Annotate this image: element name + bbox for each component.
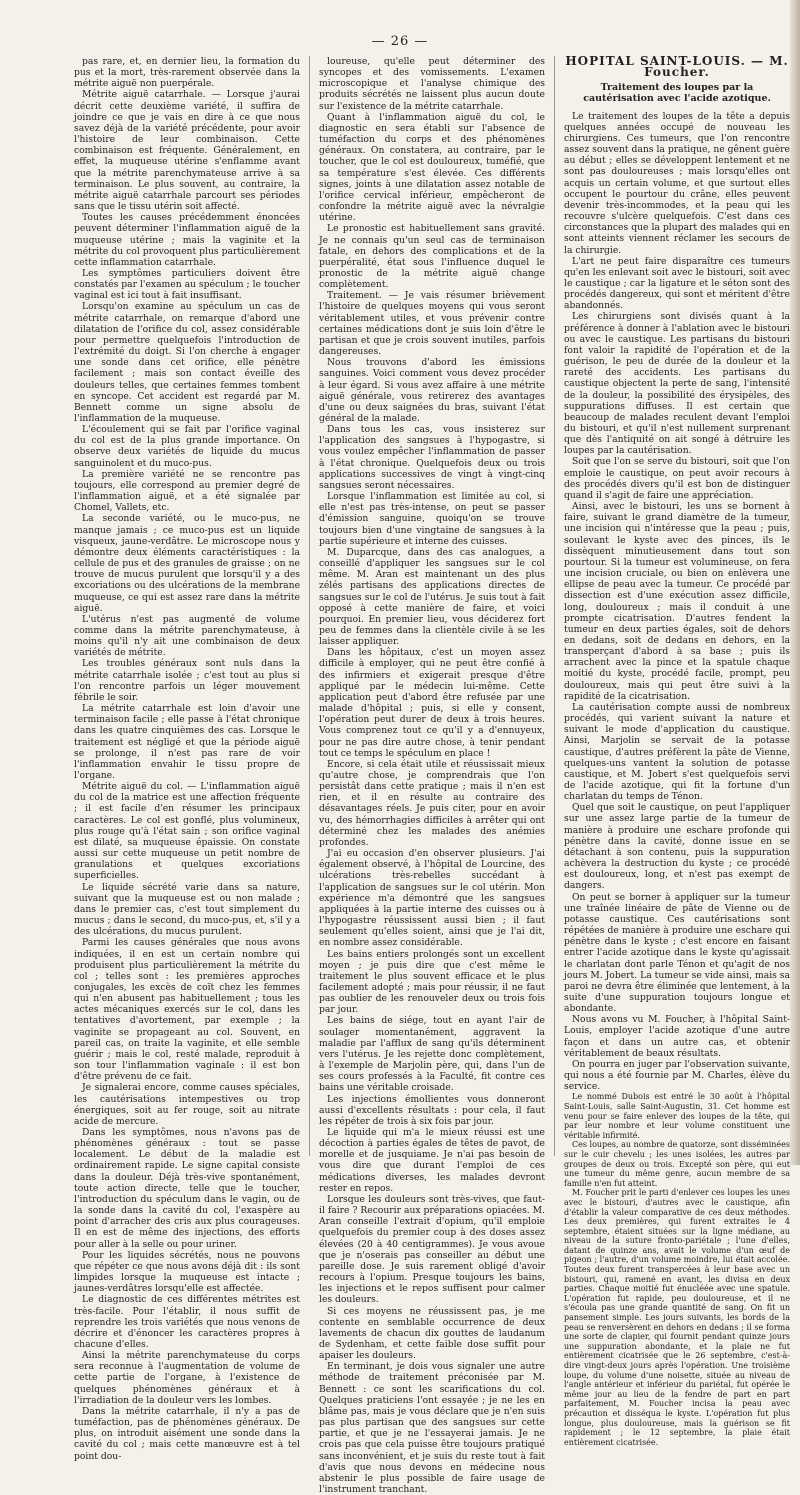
- observation-text: [564, 1092, 790, 1447]
- paragraph: Le pronostic est habituellement sans gravité. Je ne connais qu'un seul cas de terminaison fatale, en dehors des complications et de la puerpéralité, état sous l'influence duquel le pronostic de la métrite aiguë change complètement.: [319, 223, 545, 291]
- paragraph: En terminant, je dois vous signaler une autre méthode de traitement préconisée par M. Bennett : ce sont les scarifications du col. Quelques praticiens l'ont essayée ; je ne les en blâme pas, mais je vous déclare que je n'en suis pas plus partisan que des sangsues sur cette partie, et que je ne l'essayerai jamais. Je ne crois pas que cela puisse être toujours pratiqué sans inconvénient, et je suis du reste tout à fait d'avis que nous devons en médecine nous abstenir le plus possible de faire usage de l'instrument tranchant.: [319, 1361, 545, 1495]
- paragraph: La seconde variété, ou le muco-pus, ne manque jamais ; ce muco-pus est un liquide visqueux, jaune-verdâtre. Le microscope nous y démontre deux éléments caractéristiques : la cellule de pus et des granules de graisse ; on ne trouve de mucus purulent que lorsqu'il y a des excoriations ou des ulcérations de la membrane muqueuse, ce qui est assez rare dans la métrite aiguë.: [74, 513, 300, 614]
- paragraph: Le liquide qui m'a le mieux réussi est une décoction à parties égales de têtes de pavot, de morelle et de jusquiame. Je n'ai pas besoin de vous dire que durant l'emploi de ces médications diverses, les malades devront rester en repos.: [319, 1127, 545, 1194]
- page-edge-shadow: [790, 0, 800, 1165]
- column-1: [74, 56, 300, 1462]
- paragraph: loureuse, qu'elle peut déterminer des syncopes et des vomissements. L'examen microscopique et l'analyse chimique des produits sécrétés ne laissent plus aucun doute sur l'existence de la métrite catarrhale.: [319, 56, 545, 112]
- paragraph: M. Foucher prit le parti d'enlever ces loupes les unes avec le bistouri, d'autres avec le caustique, afin d'établir la valeur comparative de ces deux méthodes. Les deux premières, qui furent extraites le 4 septembre, étaient situées sur la ligne médiane, au niveau de la suture fronto-pariétale ; l'une d'elles, datant de quinze ans, avait le volume d'un œuf de pigeon ; l'autre, d'un volume moindre, lui était accolée. Toutes deux furent transpercées à leur base avec un bistouri, qui, ramené en avant, les divisa en deux parties. Chaque moitié fut énucléée avec une spatule. L'opération fut rapide, peu douloureuse, et il ne s'écoula pas une grande quantité de sang. On fit un pansement simple. Les jours suivants, les bords de la peau se renversèrent en dehors en dedans ; il se forma une sorte de clapier, qui fournit pendant quinze jours une suppuration abondante, et la plaie ne fut entièrement cicatrisée que le 26 septembre, c'est-à-dire vingt-deux jours après l'opération. Une troisième loupe, du volume d'une noisette, située au niveau de l'angle antérieur et inférieur du pariétal, fut opérée le même jour au lieu de la fendre de part en part parfaitement, M. Foucher incisa la peau avec précaution et disséqua le kyste. L'opération fut plus longue, plus douloureuse, mais la guérison se fit rapidement ; le 12 septembre, la plaie était entièrement cicatrisée.: [564, 1188, 790, 1447]
- paragraph: La première variété ne se rencontre pas toujours, elle correspond au premier degré de l'inflammation aiguë, et a été signalée par Chomel, Vallets, etc.: [74, 468, 300, 514]
- paragraph: Métrite aiguë du col. — L'inflammation aiguë du col de la matrice est une affection fréquente ; il est facile d'en résumer les principaux caractères. Le col est gonflé, plus volumineux, plus rouge qu'à l'état sain ; son orifice vaginal est dilaté, sa muqueuse épaissie. On constate aussi sur cette muqueuse un petit nombre de granulations et quelques excoriations superficielles.: [74, 781, 300, 882]
- paragraph: Lorsque les douleurs sont très-vives, que faut-il faire ? Recourir aux préparations opiacées. M. Aran conseille l'extrait d'opium, qu'il emploie quelquefois du premier coup à des doses assez élevées (20 à 40 centigrammes). Je vous avoue que je n'oserais pas conseiller au début une pareille dose. Je suis rarement obligé d'avoir recours à l'opium. Presque toujours les bains, les injections et le repos suffisent pour calmer les douleurs.: [319, 1193, 545, 1306]
- section-subtitle: Traitement des loupes par la cautérisation avec l'acide azotique.: [583, 82, 771, 105]
- column-2: [319, 56, 545, 1495]
- paragraph: Nous trouvons d'abord les émissions sanguines. Voici comment vous devez procéder à leur égard. Si vous avez affaire à une métrite aiguë générale, vous retirerez des avantages d'une ou deux saignées du bras, suivant l'état général de la malade.: [319, 357, 545, 424]
- section-title: HOPITAL SAINT-LOUIS. — M. Foucher.: [565, 54, 789, 80]
- paragraph: On pourra en juger par l'observation suivante, qui nous a été fournie par M. Charles, élève du service.: [564, 1058, 790, 1093]
- paragraph: Métrite aiguë catarrhale. — Lorsque j'aurai décrit cette deuxième variété, il suffira de joindre ce que je vais en dire à ce que nous savez déjà de la variété précédente, pour avoir l'histoire de leur combinaison. Cette combinaison est fréquente. Généralement, en effet, la muqueuse utérine s'enflamme avant que la métrite parenchymateuse arrive à sa terminaison. Le plus souvent, au contraire, la métrite aiguë catarrhale parcourt ses périodes sans que le tissu utérin soit affecté.: [74, 89, 300, 213]
- paragraph: Si ces moyens ne réussissent pas, je me contente en semblable occurrence de deux lavements de chacun dix gouttes de laudanum de Sydenham, et cette faible dose suffit pour apaiser les douleurs.: [319, 1305, 545, 1362]
- paragraph: Le diagnostic de ces différentes métrites est très-facile. Pour l'établir, il nous suffit de reprendre les trois variétés que nous venons de décrire et d'énoncer les caractères propres à chacune d'elles.: [74, 1294, 300, 1350]
- paragraph: Nous avons vu M. Foucher, à l'hôpital Saint-Louis, employer l'acide azotique d'une autre façon et dans un autre cas, et obtenir véritablement de beaux résultats.: [564, 1014, 790, 1059]
- paragraph: Soit que l'on se serve du bistouri, soit que l'on emploie le caustique, on peut avoir recours à des procédés divers qu'il est bon de distinguer quand il s'agit de faire une appréciation.: [564, 456, 790, 501]
- paragraph: L'écoulement qui se fait par l'orifice vaginal du col est de la plus grande importance. On observe deux variétés de liquide du mucus sanguinolent et du muco-pus.: [74, 424, 300, 469]
- paragraph: Quel que soit le caustique, on peut l'appliquer sur une assez large partie de la tumeur de manière à produire une eschare profonde qui pénètre dans la cavité, donne issue en se détachant à son contenu, puis la suppuration achèvera la destruction du kyste ; ce procédé est douloureux, long, et n'est pas exempt de dangers.: [564, 802, 790, 892]
- paragraph: Le traitement des loupes de la tête a depuis quelques années occupé de nouveau les chirurgiens. Ces tumeurs, que l'on rencontre assez souvent dans la pratique, ne gênent guère au début ; elles se développent lentement et ne sont pas douloureuses ; mais lorsqu'elles ont acquis un certain volume, et que surtout elles occupent le pourtour du crâne, elles peuvent devenir très-incommodes, et la peau qui les recouvre s'ulcère quelquefois. C'est dans ces circonstances que la plupart des malades qui en sont atteints viennent réclamer les secours de la chirurgie.: [564, 110, 790, 256]
- paragraph: La cautérisation compte aussi de nombreux procédés, qui varient suivant la nature et suivant le mode d'application du caustique. Ainsi, Marjolin se servait de la potasse caustique, d'autres préfèrent la pâte de Vienne, quelques-uns vantent la solution de potasse caustique, et M. Jobert s'est quelquefois servi de l'acide azotique, qui fit la fortune d'un charlatan du temps de Ténon.: [564, 701, 790, 803]
- column-divider: [554, 56, 555, 1156]
- paragraph: Dans la métrite catarrhale, il n'y a pas de tuméfaction, pas de phénomènes généraux. De plus, on introduit aisément une sonde dans la cavité du col ; mais cette manœuvre est à tel point dou-: [74, 1405, 300, 1462]
- paragraph: Les bains entiers prolongés sont un excellent moyen ; je puis dire que c'est même le traitement le plus souvent efficace et le plus facilement adopté ; mais pour réussir, il ne faut pas oublier de les renouveler deux ou trois fois par jour.: [319, 948, 545, 1016]
- column-3: [564, 54, 790, 1447]
- paragraph: Dans tous les cas, vous insisterez sur l'application des sangsues à l'hypogastre, si vous voulez empêcher l'inflammation de passer à l'état chronique. Quelquefois deux ou trois applications successives de vingt à vingt-cinq sangsues seront nécessaires.: [319, 424, 545, 491]
- paragraph: L'utérus n'est pas augmenté de volume comme dans la métrite parenchymateuse, à moins qu'il n'y ait une combinaison de deux variétés de métrite.: [74, 613, 300, 659]
- paragraph: Les bains de siége, tout en ayant l'air de soulager momentanément, aggravent la maladie par l'afflux de sang qu'ils déterminent vers l'utérus. Je les rejette donc complètement, à l'exemple de Marjolin père, qui, dans l'un de ses cours professés à la Faculté, fit contre ces bains une véritable croisade.: [319, 1015, 545, 1094]
- paragraph: L'art ne peut faire disparaître ces tumeurs qu'en les enlevant soit avec le bistouri, soit avec le caustique ; car la ligature et le séton sont des procédés dangereux, qui sont et méritent d'être abandonnés.: [564, 255, 790, 312]
- paragraph: Quant à l'inflammation aiguë du col, le diagnostic en sera établi sur l'absence de tuméfaction du corps et des phénomènes généraux. On constatera, au contraire, par le toucher, que le col est douloureux, tuméfié, que sa température s'est élevée. Ces différents signes, joints à une dilatation assez notable de l'orifice cervical inférieur, empêcheront de confondre la métrite aiguë avec la névralgie utérine.: [319, 111, 545, 224]
- paragraph: Dans les symptômes, nous n'avons pas de phénomènes généraux : tout se passe localement. Le début de la maladie est ordinairement rapide. Le signe capital consiste dans la douleur. Déjà très-vive spontanément, toute action directe, telle que le toucher, l'introduction du spéculum dans le vagin, ou de la sonde dans la cavité du col, l'exaspère au point d'arracher des cris aux plus courageuses. Il en est de même des injections, des efforts pour aller à la selle ou pour uriner.: [74, 1127, 300, 1250]
- paragraph: pas rare, et, en dernier lieu, la formation du pus et la mort, très-rarement observée dans la métrite aiguë non puerpérale.: [74, 56, 300, 90]
- paragraph: Ces loupes, au nombre de quatorze, sont disséminées sur le cuir chevelu ; les unes isolées, les autres par groupes de deux ou trois. Excepté son père, qui eut une tumeur du même genre, aucun membre de sa famille n'en fut atteint.: [564, 1140, 790, 1188]
- paragraph: On peut se borner à appliquer sur la tumeur une traînée linéaire de pâte de Vienne ou de potasse caustique. Ces cautérisations sont répétées de manière à produire une eschare qui pénètre dans le kyste ; c'est encore en faisant entrer l'acide azotique dans le kyste qu'agissait le charlatan dont parle Ténon et qu'agit de nos jours M. Jobert. La tumeur se vide ainsi, mais sa paroi ne devra être éliminée que lentement, à la suite d'une suppuration toujours longue et abondante.: [564, 891, 790, 1015]
- paragraph: Je signalerai encore, comme causes spéciales, les cautérisations intempestives ou trop énergiques, soit au fer rouge, soit au nitrate acide de mercure.: [74, 1082, 300, 1127]
- paragraph: Traitement. — Je vais résumer brièvement l'histoire de quelques moyens qui vous seront véritablement utiles, et vous prévenir contre certaines médications dont je suis loin d'être le partisan et que je crois souvent inutiles, parfois dangereuses.: [319, 290, 545, 358]
- paragraph: J'ai eu occasion d'en observer plusieurs. J'ai également observé, à l'hôpital de Lourcine, des ulcérations très-rebelles succédant à l'application de sangsues sur le col utérin. Mon expérience m'a démontré que les sangsues appliquées à la partie interne des cuisses ou à l'hypogastre réussissent aussi bien ; il faut seulement qu'elles soient, ainsi que je l'ai dit, en nombre assez considérable.: [319, 848, 545, 949]
- article-columns: [74, 54, 790, 1495]
- paragraph: La métrite catarrhale est loin d'avoir une terminaison facile ; elle passe à l'état chronique dans les quatre cinquièmes des cas. Lorsque le traitement est négligé et que la période aiguë se prolonge, il n'est pas rare de voir l'inflammation envahir le tissu propre de l'organe.: [74, 703, 300, 781]
- column-divider: [309, 56, 310, 1156]
- paragraph: Le liquide sécrété varie dans sa nature, suivant que la muqueuse est ou non malade ; dans le premier cas, c'est tout simplement du mucus ; dans le second, du muco-pus, et, s'il y a des ulcérations, du mucus purulent.: [74, 881, 300, 938]
- paragraph: Les troubles généraux sont nuls dans la métrite catarrhale isolée ; c'est tout au plus si l'on rencontre parfois un léger mouvement fébrile le soir.: [74, 658, 300, 703]
- paragraph: Dans les hôpitaux, c'est un moyen assez difficile à employer, qui ne peut être confié à des infirmiers et exigerait presque d'être appliqué par le médecin lui-même. Cette application peut d'abord être refusée par une malade d'hôpital ; puis, si elle y consent, l'opération peut durer de deux à trois heures. Vous comprenez tout ce qu'il y a d'ennuyeux, pour ne pas dire autre chose, à tenir pendant tout ce temps le spéculum en place !: [319, 647, 545, 759]
- paragraph: Ainsi, avec le bistouri, les uns se bornent à faire, suivant le grand diamètre de la tumeur, une incision qui n'intéresse que la peau ; puis, soulevant le kyste avec des pinces, ils le dissèquent minutieusement dans tout son pourtour. Si la tumeur est volumineuse, on fera une incision cruciale, ou bien on enlèvera une ellipse de peau avec la tumeur. Ce procédé par dissection est d'une exécution assez difficile, long, douloureux ; mais il conduit à une prompte cicatrisation. D'autres fendent la tumeur en deux parties égales, soit de dehors en dedans, soit de dedans en dehors, en la transperçant d'abord à sa base ; puis ils arrachent avec la pince et la spatule chaque moitié du kyste, procédé facile, prompt, peu douloureux, mais qui peut être suivi à la rapidité de la cicatrisation.: [564, 501, 790, 702]
- page-number: — 26 —: [371, 34, 429, 49]
- paragraph: Parmi les causes générales que nous avons indiquées, il en est un certain nombre qui produisent plus particulièrement la métrite du col ; telles sont : les premières approches conjugales, les excès de coït chez les femmes qui n'en abusent pas habituellement ; tous les actes mécaniques exercés sur le col, dans les tentatives d'avortement, par exemple ; la vaginite se propageant au col. Souvent, en pareil cas, on traite la vaginite, et elle semble guérir ; mais le col, resté malade, reproduit à son tour l'inflammation vaginale : il est bon d'être prévenu de ce fait.: [74, 937, 300, 1083]
- paragraph: Les injections émollientes vous donneront aussi d'excellents résultats : pour cela, il faut les répéter de trois à six fois par jour.: [319, 1093, 545, 1127]
- paragraph: Le nommé Dubois est entré le 30 août à l'hôpital Saint-Louis, salle Saint-Augustin, 31. Cet homme est venu pour se faire enlever des loupes de la tête, qui par leur nombre et leur volume constituent une véritable infirmité.: [564, 1092, 790, 1140]
- paragraph: Ainsi la métrite parenchymateuse du corps sera reconnue à l'augmentation de volume de cette partie de l'organe, à l'existence de quelques phénomènes généraux et à l'irradiation de la douleur vers les lombes.: [74, 1350, 300, 1406]
- paragraph: Pour les liquides sécrétés, nous ne pouvons que répéter ce que nous avons déjà dit : ils sont limpides lorsque la muqueuse est intacte ; jaunes-verdâtres lorsqu'elle est affectée.: [74, 1249, 300, 1295]
- paragraph: Encore, si cela était utile et réussissait mieux qu'autre chose, je comprendrais que l'on persistât dans cette pratique ; mais il n'en est rien, et il en résulte au contraire des désavantages réels. Je puis citer, pour en avoir vu, des hémorrhagies difficiles à arrêter qui ont déterminé chez les malades des anémies profondes.: [319, 758, 545, 848]
- paragraph: Toutes les causes précédemment énoncées peuvent déterminer l'inflammation aiguë de la muqueuse utérine ; mais la vaginite et la métrite du col provoquent plus particulièrement cette inflammation catarrhale.: [74, 212, 300, 268]
- paragraph: M. Duparcque, dans des cas analogues, a conseillé d'appliquer les sangsues sur le col même. M. Aran est maintenant un des plus zélés partisans des applications directes de sangsues sur le col de l'utérus. Je suis tout à fait opposé à cette manière de faire, et voici pourquoi. En premier lieu, vous déciderez fort peu de femmes dans la clientèle civile à se les laisser appliquer.: [319, 546, 545, 648]
- paragraph: Les symptômes particuliers doivent être constatés par l'examen au spéculum ; le toucher vaginal est ici tout à fait insuffisant.: [74, 267, 300, 302]
- paragraph: Les chirurgiens sont divisés quant à la préférence à donner à l'ablation avec le bistouri ou avec le caustique. Les partisans du bistouri font valoir la rapidité de l'opération et de la guérison, le peu de durée de la douleur et la rareté des accidents. Les partisans du caustique objectent la perte de sang, l'intensité de la douleur, la possibilité des érysipèles, des suppurations diffuses. Il est certain que beaucoup de malades reculent devant l'emploi du bistouri, et qu'il n'est nullement surprenant que dès l'antiquité on ait songé à détruire les loupes par la cautérisation.: [564, 311, 790, 457]
- paragraph: Lorsqu'on examine au spéculum un cas de métrite catarrhale, on remarque d'abord une dilatation de l'orifice du col, assez considérable pour permettre quelquefois l'introduction de l'extrémité du doigt. Si l'on cherche à engager une sonde dans cet orifice, elle pénètre facilement ; mais son contact éveille des douleurs telles, que certaines femmes tombent en syncope. Cet accident est regardé par M. Bennett comme un signe absolu de l'inflammation de la muqueuse.: [74, 301, 300, 424]
- paragraph: Lorsque l'inflammation est limitée au col, si elle n'est pas très-intense, on peut se passer d'émission sanguine, quoiqu'on se trouve toujours bien d'une vingtaine de sangsues à la partie supérieure et interne des cuisses.: [319, 491, 545, 547]
- column-3-body: [564, 111, 790, 1093]
